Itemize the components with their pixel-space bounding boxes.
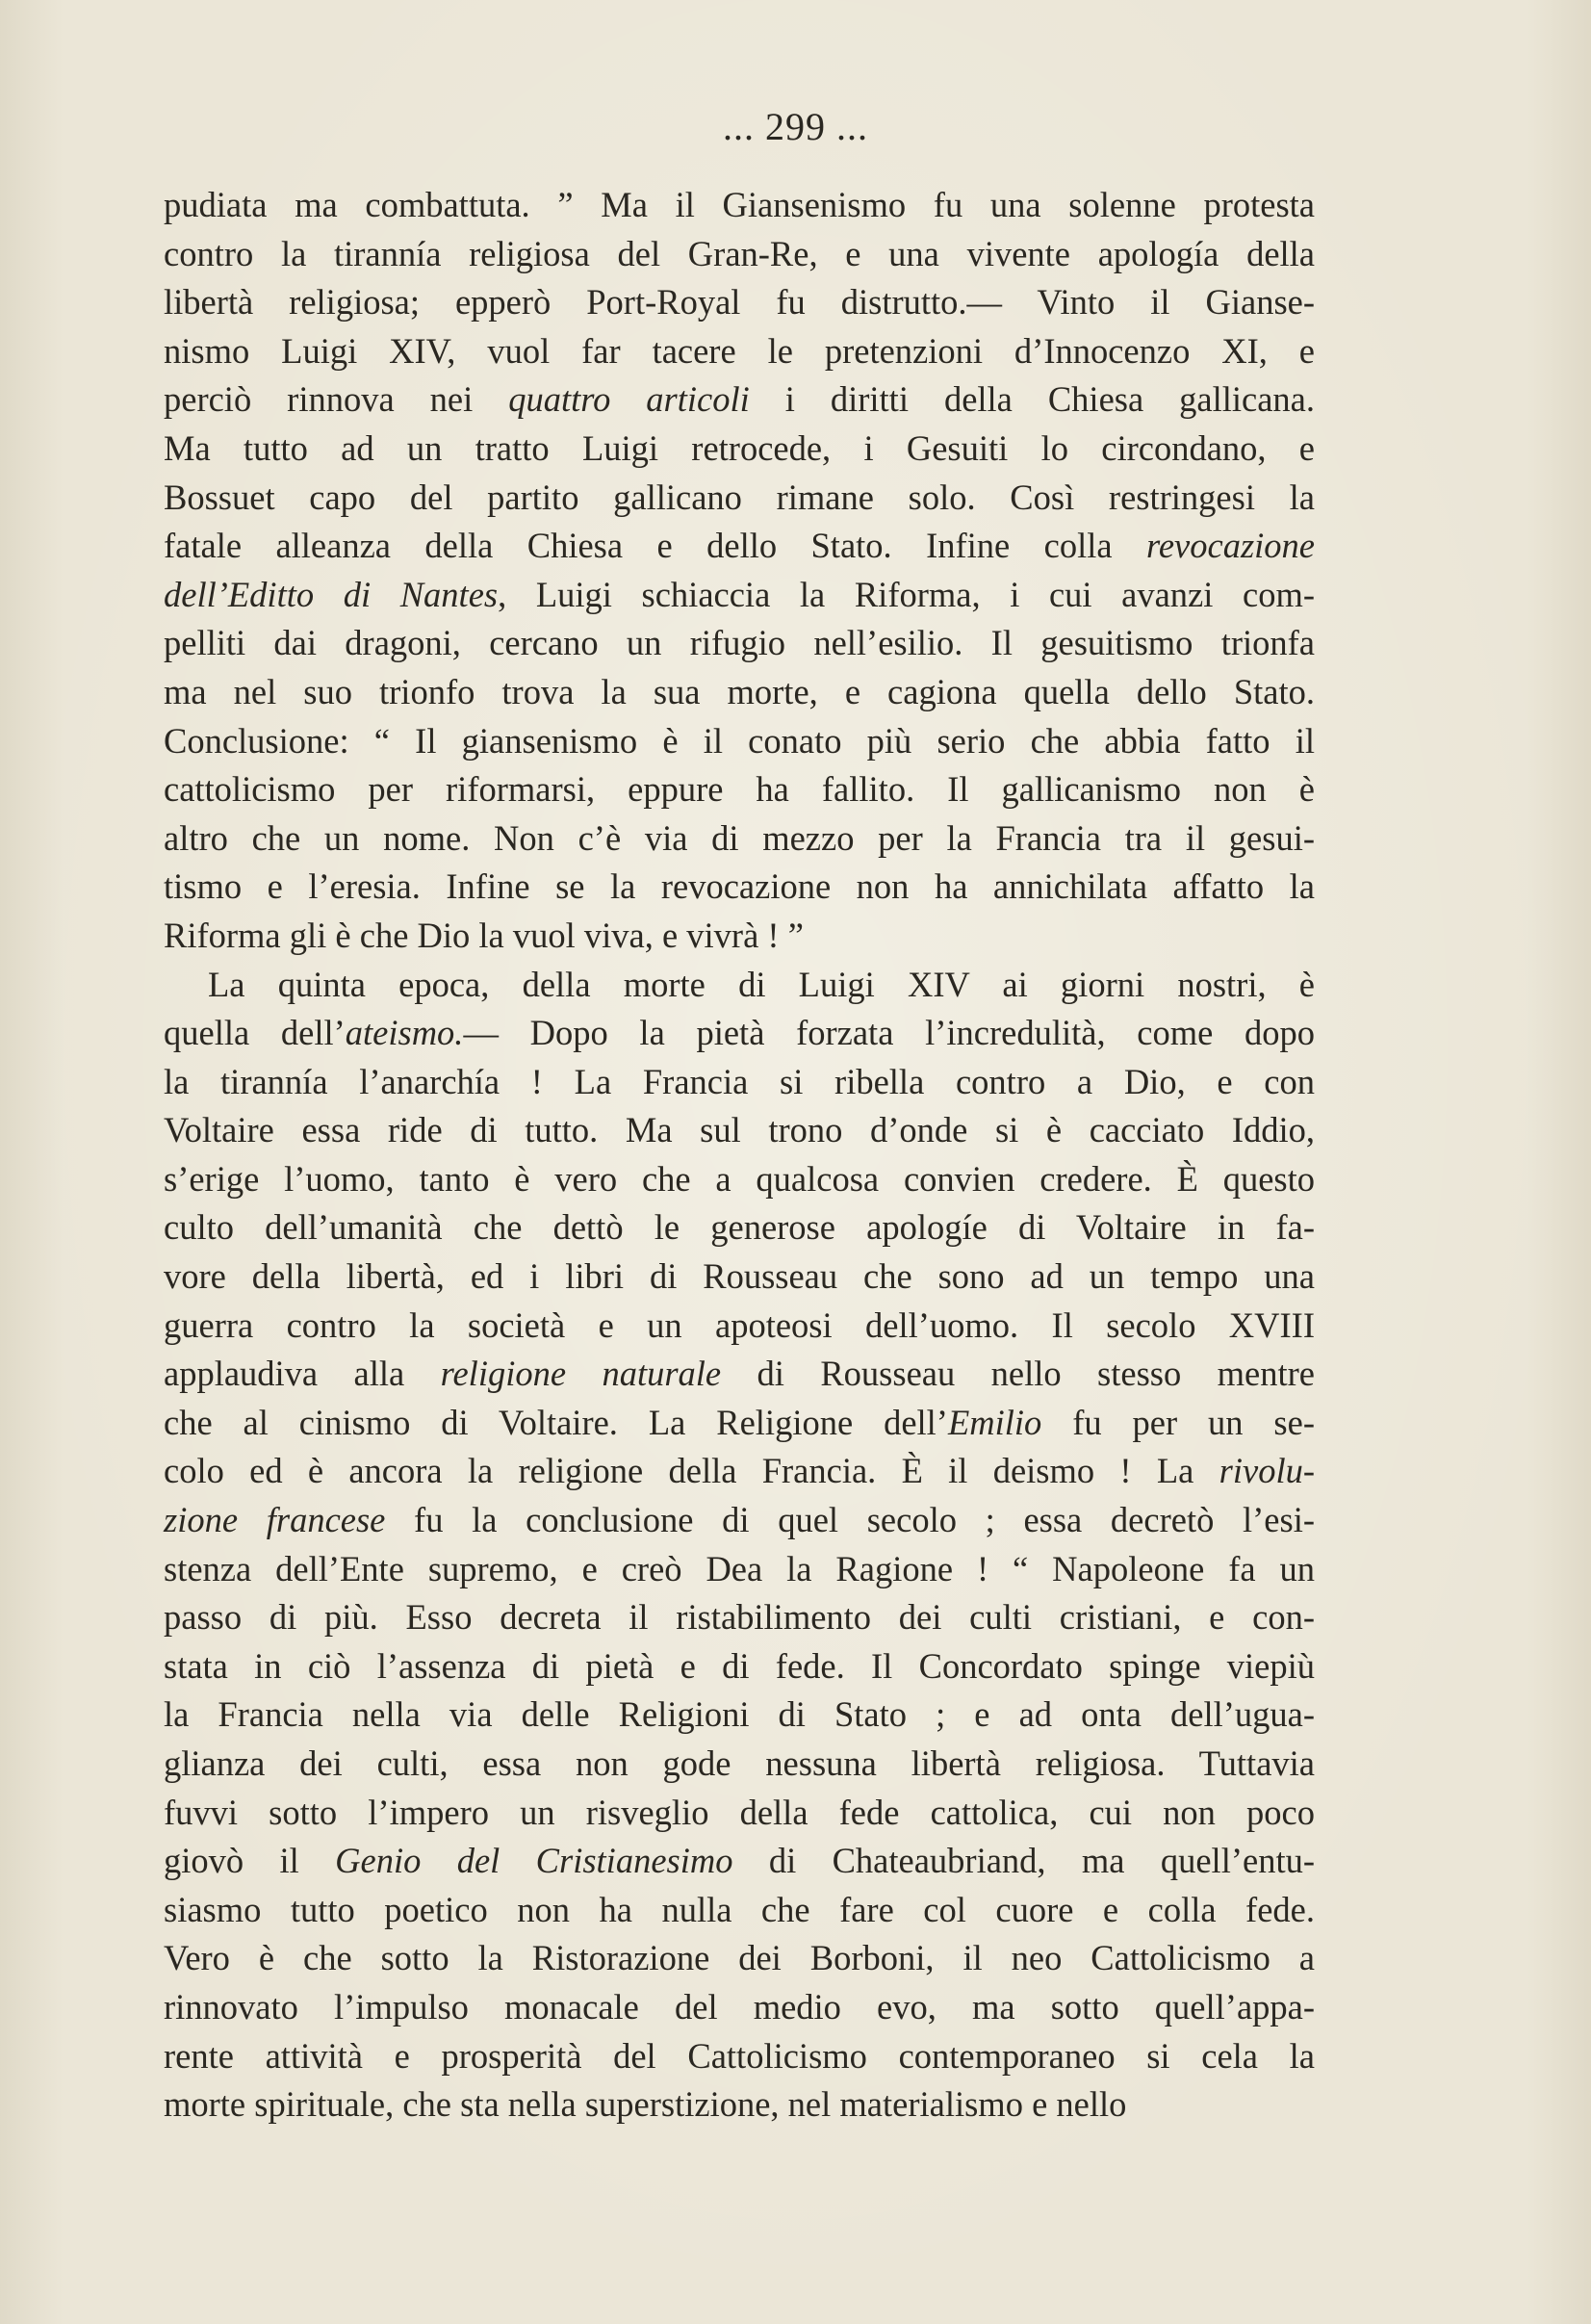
text-line: altro che un nome. Non c’è via di mezzo per la Francia tra il gesui- [164, 817, 1315, 858]
text-line: Riforma gli è che Dio la vuol viva, e vivrà ! ” [164, 915, 804, 955]
text-line: perciò rinnova nei quattro articoli i diritti della Chiesa gallicana. [164, 379, 1315, 420]
text-line: glianza dei culti, essa non gode nessuna libertà religiosa. Tuttavia [164, 1743, 1315, 1783]
text-line: pudiata ma combattuta. ” Ma il Giansenismo fu una solenne protesta [164, 185, 1315, 224]
text-line: contro la tirannía religiosa del Gran-Re, e una vivente apología della [164, 233, 1315, 273]
text-line: fuvvi sotto l’impero un risveglio della fede cattolica, cui non poco [164, 1792, 1315, 1832]
text-line: stenza dell’Ente supremo, e creò Dea la Ragione ! “ Napoleone fa un [164, 1548, 1315, 1588]
text-line: nismo Luigi XIV, vuol far tacere le pretenzioni d’Innocenzo XI, e [164, 330, 1315, 371]
body-text [164, 181, 1315, 2130]
text-line: Ma tutto ad un tratto Luigi retrocede, i Gesuiti lo circondano, e [164, 427, 1315, 468]
text-line: tismo e l’eresia. Infine se la revocazione non ha annichilata affatto la [164, 866, 1315, 907]
text-line: rinnovato l’impulso monacale del medio evo, ma sotto quell’appa- [164, 1986, 1315, 2027]
text-line: siasmo tutto poetico non ha nulla che fare col cuore e colla fede. [164, 1889, 1315, 1929]
text-line: fatale alleanza della Chiesa e dello Stato. Infine colla revocazione [164, 526, 1315, 566]
page-number: ... 299 ... [723, 105, 868, 148]
text-line: passo di più. Esso decreta il ristabilimento dei culti cristiani, e con- [164, 1597, 1315, 1638]
text-line: colo ed è ancora la religione della Francia. È il deismo ! La rivolu- [164, 1451, 1315, 1491]
text-line: pelliti dai dragoni, cercano un rifugio nell’esilio. Il gesuitismo trionfa [164, 623, 1315, 663]
text-line: guerra contro la società e un apoteosi dell’uomo. Il secolo XVIII [164, 1304, 1315, 1345]
text-line: culto dell’umanità che dettò le generose apologíe di Voltaire in fa- [164, 1207, 1315, 1248]
text-line: vore della libertà, ed i libri di Rousseau che sono ad un tempo una [164, 1256, 1315, 1297]
text-line: morte spirituale, che sta nella superstizione, nel materialismo e nello [164, 2084, 1127, 2125]
text-line: la Francia nella via delle Religioni di Stato ; e ad onta dell’ugua- [164, 1694, 1315, 1735]
text-line: quella dell’ateismo.— Dopo la pietà forzata l’incredulità, come dopo [164, 1013, 1315, 1053]
text-line: che al cinismo di Voltaire. La Religione dell’Emilio fu per un se- [164, 1402, 1315, 1442]
text-line: zione francese fu la conclusione di quel secolo ; essa decretò l’esi- [164, 1500, 1315, 1540]
text-line: ma nel suo trionfo trova la sua morte, e cagiona quella dello Stato. [164, 671, 1315, 711]
text-line: dell’Editto di Nantes, Luigi schiaccia la Riforma, i cui avanzi com- [164, 574, 1315, 614]
text-line: applaudiva alla religione naturale di Rousseau nello stesso mentre [164, 1354, 1315, 1394]
text-line: cattolicismo per riformarsi, eppure ha fallito. Il gallicanismo non è [164, 769, 1315, 810]
text-line: Voltaire essa ride di tutto. Ma sul trono d’onde si è cacciato Iddio, [164, 1110, 1315, 1150]
text-line: s’erige l’uomo, tanto è vero che a qualcosa convien credere. È questo [164, 1158, 1315, 1199]
text-line: Bossuet capo del partito gallicano rimane solo. Così restringesi la [164, 477, 1315, 517]
text-line: giovò il Genio del Cristianesimo di Chateaubriand, ma quell’entu- [164, 1841, 1315, 1881]
text-line: La quinta epoca, della morte di Luigi XIV ai giorni nostri, è [208, 964, 1315, 1004]
text-line: rente attività e prosperità del Cattolicismo contemporaneo si cela la [164, 2035, 1315, 2076]
text-line: libertà religiosa; epperò Port-Royal fu distrutto.— Vinto il Gianse- [164, 282, 1315, 323]
text-line: stata in ciò l’assenza di pietà e di fede. Il Concordato spinge viepiù [164, 1645, 1315, 1686]
text-line: Vero è che sotto la Ristorazione dei Borboni, il neo Cattolicismo a [164, 1938, 1315, 1978]
text-line: Conclusione: “ Il giansenismo è il conato più serio che abbia fatto il [164, 720, 1315, 761]
text-line: la tirannía l’anarchía ! La Francia si ribella contro a Dio, e con [164, 1061, 1315, 1101]
